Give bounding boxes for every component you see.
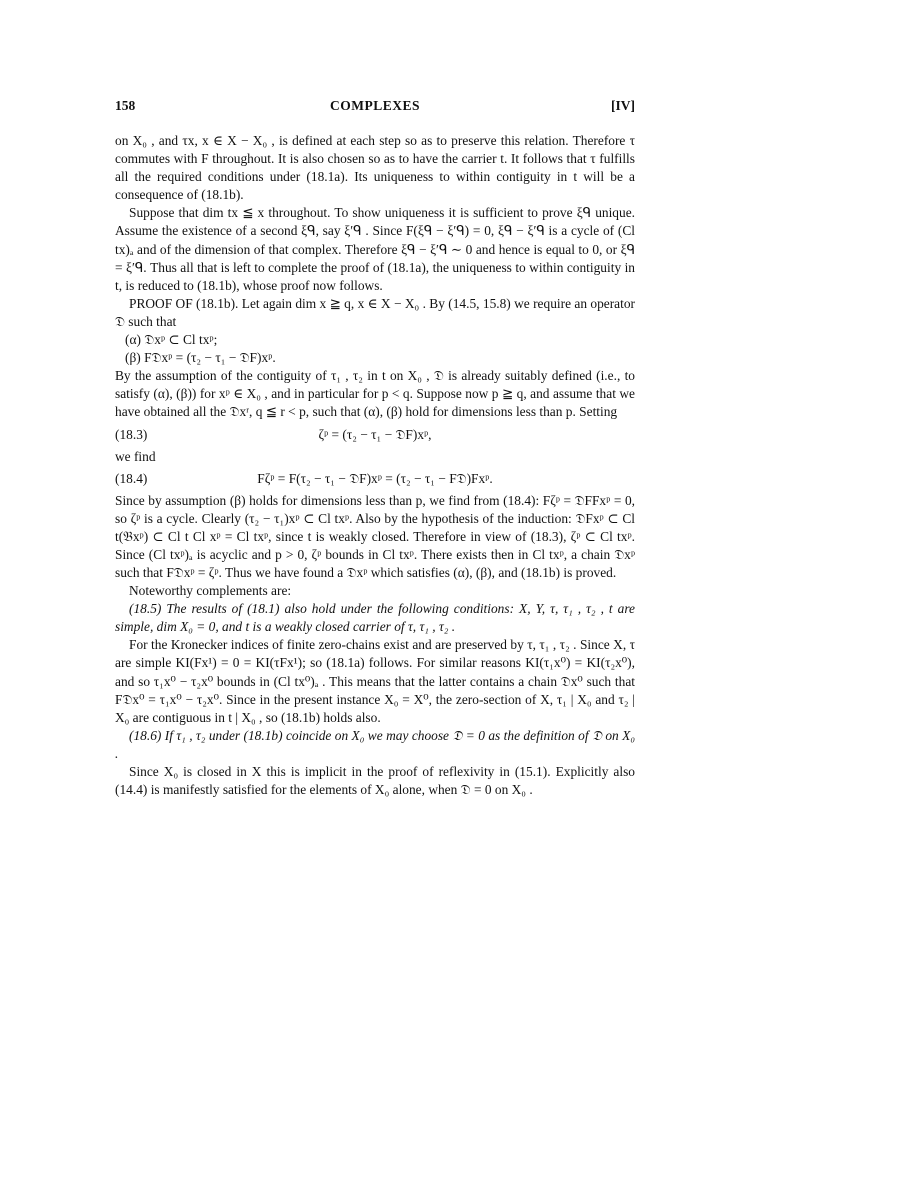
theorem-18-5: (18.5) The results of (18.1) also hold under the following conditions: X, Y, τ, τ₁ , τ₂ , t are simple, dim X₀ = 0, and t is a weakly closed carrier of τ, τ₁ , τ₂ .: [115, 601, 635, 635]
running-title: COMPLEXES: [329, 98, 420, 113]
paragraph: Since by assumption (β) holds for dimensions less than p, we find from (18.4): Fζᵖ = 𝔇FFxᵖ = 0, so ζᵖ is a cycle. Clearly (τ₂ − τ₁)xᵖ ⊂ Cl txᵖ. Also by the hypothesis of the induction: 𝔇Fxᵖ ⊂ Cl t(𝔅xᵖ) ⊂ Cl t Cl xᵖ = Cl txᵖ, since t is weakly closed. Therefore in view of (18.3), ζᵖ ⊂ Cl txᵖ. Since (Cl txᵖ)ₐ is acyclic and p > 0, ζᵖ bounds in Cl txᵖ. There exists then in Cl txᵖ, a chain 𝔇xᵖ such that F𝔇xᵖ = ζᵖ. Thus we have found a 𝔇xᵖ which satisfies (α), (β), and (18.1b) is proved.: [115, 492, 635, 580]
condition-alpha: (α) 𝔇xᵖ ⊂ Cl txᵖ;: [125, 332, 218, 348]
equation-18-3: [115, 422, 635, 448]
paragraph-proof: PROOF OF (18.1b). Let again dim x ≧ q, x ∈ X − X₀ . By (14.5, 15.8) we require an operator 𝔇 such that: [115, 295, 635, 329]
equation-label: (18.4): [115, 470, 148, 486]
theorem-18-6: (18.6) If τ₁ , τ₂ under (18.1b) coincide on X₀ we may choose 𝔇 = 0 as the definition of 𝔇 on X₀ .: [115, 727, 635, 761]
condition-beta: (β) F𝔇xᵖ = (τ₂ − τ₁ − 𝔇F)xᵖ.: [125, 350, 276, 366]
paragraph: Suppose that dim tx ≦ x throughout. To show uniqueness it is sufficient to prove ξᑫ unique. Assume the existence of a second ξᑫ, say ξ′ᑫ . Since F(ξᑫ − ξ′ᑫ) = 0, ξᑫ − ξ′ᑫ is a cycle of (Cl tx)ₐ and of the dimension of that complex. Therefore ξᑫ − ξ′ᑫ ∼ 0 and hence is equal to 0, or ξᑫ = ξ′ᑫ. Thus all that is left to complete the proof of (18.1a), the uniqueness to within contiguity in t, is reduced to (18.1b), whose proof now follows.: [115, 205, 635, 293]
paragraph: we find: [115, 448, 156, 464]
paragraph: For the Kronecker indices of finite zero-chains exist and are preserved by τ, τ₁ , τ₂ . Since X, τ are simple KI(Fx¹) = 0 = KI(τFx¹); so (18.1a) follows. For similar reasons KI(τ₁x⁰) = KI(τ₂x⁰), and so τ₁x⁰ − τ₂x⁰ bounds in (Cl tx⁰)ₐ . This means that the latter contains a chain 𝔇x⁰ such that F𝔇x⁰ = τ₁x⁰ − τ₂x⁰. Since in the present instance X₀ = X⁰, the zero-section of X, τ₁ | X₀ and τ₂ | X₀ are contiguous in t | X₀ , so (18.1b) holds also.: [115, 637, 635, 725]
section-marker: [IV]: [611, 98, 635, 113]
paragraph: By the assumption of the contiguity of τ₁ , τ₂ in t on X₀ , 𝔇 is already suitably defined (i.e., to satisfy (α), (β)) for xᵖ ∈ X₀ , and in particular for p < q. Suppose now p ≧ q, and assume that we have obtained all the 𝔇xʳ, q ≦ r < p, such that (α), (β) hold for dimensions less than p. Setting: [115, 368, 635, 420]
running-header: [115, 98, 635, 120]
equation-18-4: [115, 466, 635, 492]
book-page: [115, 98, 635, 799]
equation-expression: Fζᵖ = F(τ₂ − τ₁ − 𝔇F)xᵖ = (τ₂ − τ₁ − F𝔇)Fxᵖ.: [257, 470, 493, 486]
equation-label: (18.3): [115, 426, 148, 442]
paragraph: on X₀ , and τx, x ∈ X − X₀ , is defined at each step so as to preserve this relation. Therefore τ commutes with F throughout. It is also chosen so as to have the carrier t. It follows that τ fulfills all the required conditions under (18.1a). Its uniqueness to within contiguity in t will be a consequence of (18.1b).: [115, 133, 635, 203]
page-number: 158: [115, 98, 136, 113]
paragraph: Noteworthy complements are:: [129, 583, 292, 599]
paragraph: Since X₀ is closed in X this is implicit in the proof of reflexivity in (15.1). Explicitly also (14.4) is manifestly satisfied for the elements of X₀ alone, when 𝔇 = 0 on X₀ .: [115, 764, 635, 798]
equation-expression: ζᵖ = (τ₂ − τ₁ − 𝔇F)xᵖ,: [318, 426, 432, 442]
page-body: [115, 132, 635, 799]
